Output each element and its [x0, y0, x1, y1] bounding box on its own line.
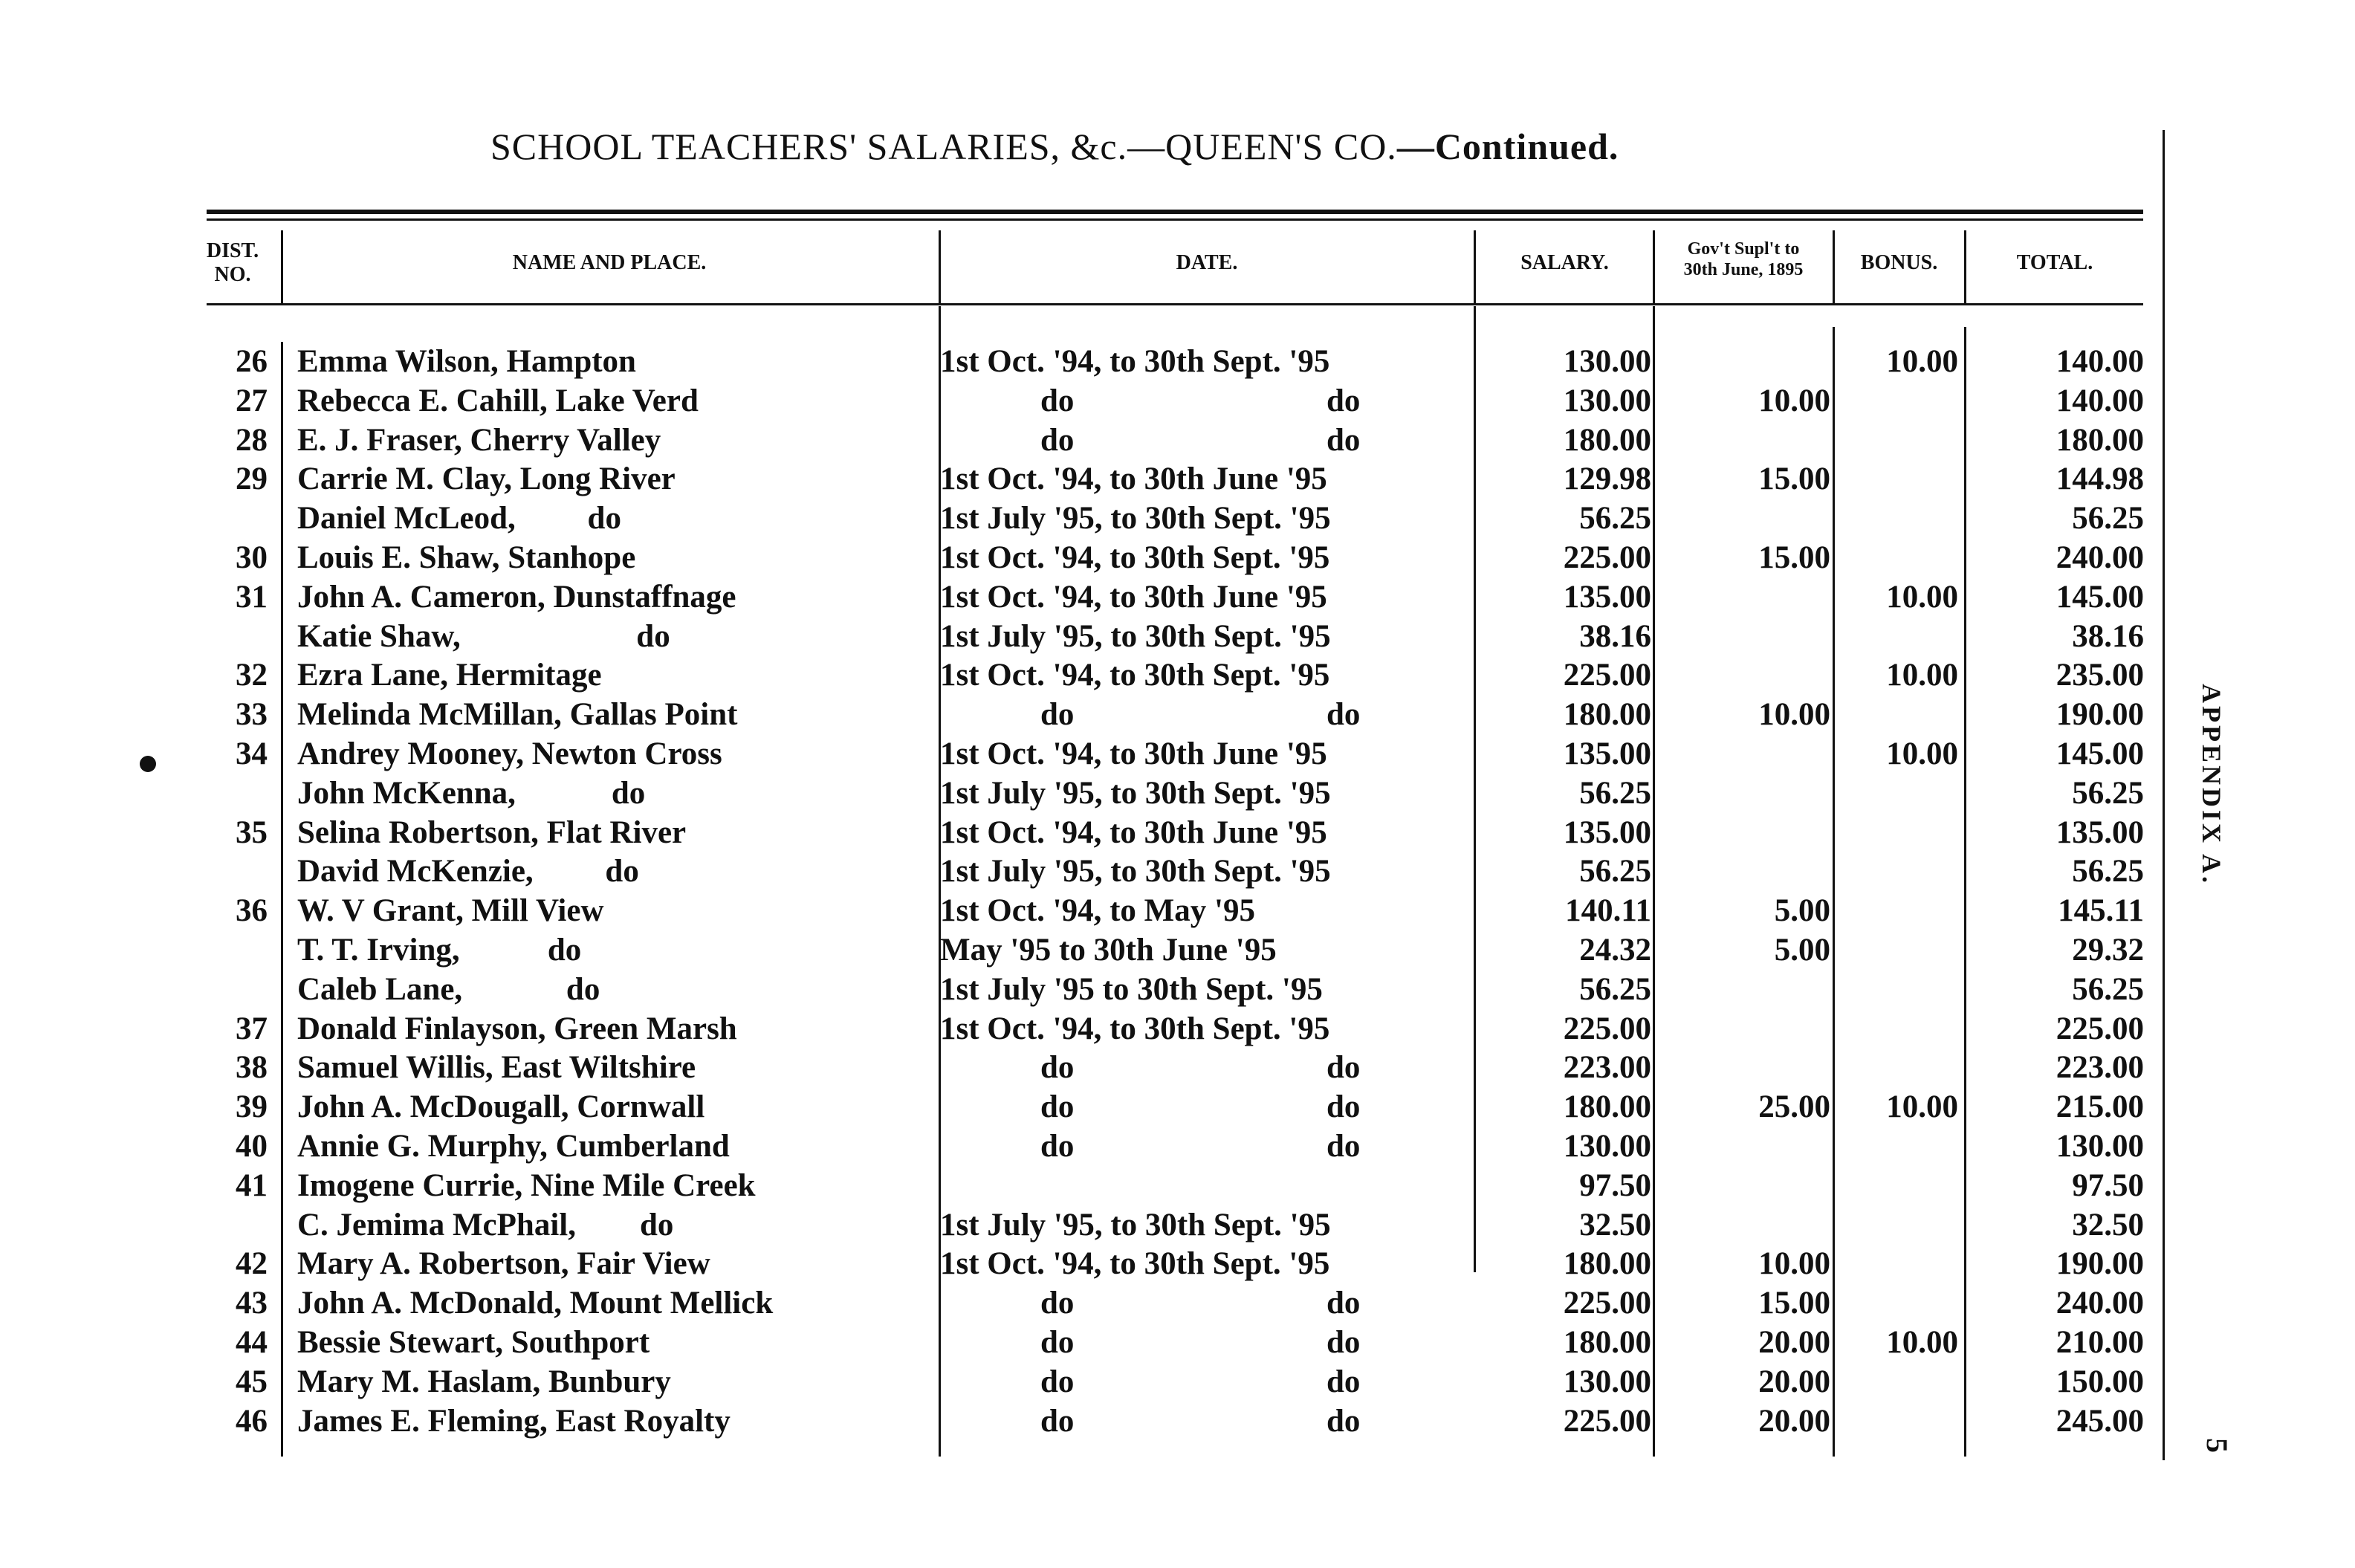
date-cell — [940, 1402, 1471, 1441]
dist-no-cell: 27 — [236, 383, 268, 418]
salary-cell: 135.00 — [1563, 579, 1651, 615]
salary-cell: 180.00 — [1563, 697, 1651, 733]
date-cell: 1st Oct. '94, to 30th Sept. '95 — [940, 658, 1330, 693]
total-cell: 29.32 — [2072, 933, 2144, 968]
total-cell: 235.00 — [2056, 658, 2144, 693]
total-cell: 245.00 — [2056, 1403, 2144, 1439]
table-row — [0, 1087, 2355, 1127]
dist-no-cell: 39 — [236, 1089, 268, 1125]
header-divider-3 — [1474, 230, 1476, 303]
date-cell: 1st Oct. '94, to 30th Sept. '95 — [940, 1011, 1330, 1046]
dist-no-cell — [193, 1205, 268, 1245]
bonus-cell — [1839, 1205, 1958, 1245]
header-gov-line1: Gov't Supl't to — [1687, 239, 1800, 259]
total-cell: 56.25 — [2072, 775, 2144, 811]
table-row — [0, 1048, 2355, 1087]
gov-supplement-cell — [1661, 852, 1830, 891]
gov-supplement-cell — [1661, 499, 1830, 538]
date-ditto-from: do — [1040, 1129, 1075, 1164]
dist-no-cell — [193, 852, 268, 891]
table-row — [0, 538, 2355, 577]
date-cell: 1st Oct. '94, to 30th June '95 — [940, 579, 1327, 615]
bonus-cell — [1839, 1283, 1958, 1323]
table-row — [0, 734, 2355, 774]
gov-supplement-cell — [1661, 1009, 1830, 1049]
header-divider-5 — [1833, 230, 1835, 303]
bonus-cell — [1839, 774, 1958, 813]
table-row — [0, 342, 2355, 381]
dist-no-cell: 32 — [236, 658, 268, 693]
table-row — [0, 1244, 2355, 1283]
name-place-cell: Mary M. Haslam, Bunbury — [297, 1364, 671, 1399]
bonus-cell — [1839, 538, 1958, 577]
date-ditto-from: do — [1040, 422, 1075, 458]
salary-cell: 56.25 — [1579, 501, 1651, 537]
table-row — [0, 1283, 2355, 1323]
date-ditto-to: do — [1326, 1286, 1361, 1321]
date-cell — [940, 381, 1471, 421]
table-row — [0, 813, 2355, 852]
date-cell — [940, 1323, 1471, 1362]
total-cell: 38.16 — [2072, 618, 2144, 654]
gov-supplement-cell: 20.00 — [1758, 1403, 1830, 1439]
date-ditto-from: do — [1040, 1403, 1075, 1439]
date-cell — [940, 1283, 1471, 1323]
header-gov-supl — [1654, 239, 1833, 280]
header-rule — [207, 303, 2143, 305]
bonus-cell — [1839, 970, 1958, 1009]
table-row — [0, 695, 2355, 734]
bonus-cell — [1839, 813, 1958, 852]
date-cell: 1st July '95, to 30th Sept. '95 — [940, 1207, 1331, 1243]
dist-no-cell — [193, 499, 268, 538]
salary-cell: 129.98 — [1563, 461, 1651, 497]
salary-cell: 140.11 — [1565, 893, 1651, 929]
dist-no-cell: 36 — [236, 893, 268, 929]
dist-no-cell: 38 — [236, 1050, 268, 1086]
bonus-cell — [1839, 459, 1958, 499]
salary-cell: 56.25 — [1579, 854, 1651, 890]
name-place-cell: Emma Wilson, Hampton — [297, 344, 636, 379]
margin-dot — [140, 756, 156, 772]
bonus-cell: 10.00 — [1886, 658, 1958, 693]
bonus-cell — [1839, 1166, 1958, 1205]
total-cell: 144.98 — [2056, 461, 2144, 497]
salary-cell: 56.25 — [1579, 971, 1651, 1007]
dist-no-cell: 35 — [236, 814, 268, 850]
name-place-cell: Caleb Lane, do — [297, 971, 600, 1007]
date-cell — [940, 1362, 1471, 1402]
salary-cell: 180.00 — [1563, 1246, 1651, 1282]
date-cell: 1st Oct. '94, to May '95 — [940, 893, 1255, 929]
name-place-cell: Donald Finlayson, Green Marsh — [297, 1011, 737, 1046]
bonus-cell — [1839, 1362, 1958, 1402]
gov-supplement-cell: 15.00 — [1758, 540, 1830, 575]
gov-supplement-cell: 15.00 — [1758, 461, 1830, 497]
total-cell: 240.00 — [2056, 540, 2144, 575]
table-row — [0, 852, 2355, 891]
date-ditto-to: do — [1326, 1129, 1361, 1164]
total-cell: 32.50 — [2072, 1207, 2144, 1243]
date-cell: 1st Oct. '94, to 30th Sept. '95 — [940, 1246, 1330, 1282]
table-row — [0, 421, 2355, 460]
bonus-cell: 10.00 — [1886, 1325, 1958, 1360]
date-ditto-from: do — [1040, 1089, 1075, 1125]
table-row — [0, 970, 2355, 1009]
name-place-cell: C. Jemima McPhail, do — [297, 1207, 674, 1243]
dist-no-cell: 29 — [236, 461, 268, 497]
dist-no-cell: 44 — [236, 1325, 268, 1360]
gov-supplement-cell: 5.00 — [1774, 893, 1830, 929]
gov-supplement-cell — [1661, 577, 1830, 617]
date-ditto-to: do — [1326, 1089, 1361, 1125]
table-row — [0, 930, 2355, 970]
table-row — [0, 577, 2355, 617]
total-cell: 223.00 — [2056, 1050, 2144, 1086]
name-place-cell: Mary A. Robertson, Fair View — [297, 1246, 710, 1282]
date-ditto-to: do — [1326, 1403, 1361, 1439]
header-dist — [192, 239, 273, 287]
total-cell: 56.25 — [2072, 501, 2144, 537]
header-salary: SALARY. — [1520, 251, 1609, 274]
salary-cell: 225.00 — [1563, 1011, 1651, 1046]
bonus-cell: 10.00 — [1886, 579, 1958, 615]
name-place-cell: John A. McDougall, Cornwall — [297, 1089, 705, 1125]
date-cell: 1st July '95, to 30th Sept. '95 — [940, 501, 1331, 537]
total-cell: 145.00 — [2056, 579, 2144, 615]
salary-cell: 225.00 — [1563, 1403, 1651, 1439]
gov-supplement-cell: 5.00 — [1774, 933, 1830, 968]
salary-cell: 180.00 — [1563, 422, 1651, 458]
header-name: NAME AND PLACE. — [512, 251, 707, 274]
bonus-cell — [1839, 1127, 1958, 1166]
header-divider-4 — [1653, 230, 1655, 303]
dist-no-cell: 30 — [236, 540, 268, 575]
total-cell: 225.00 — [2056, 1011, 2144, 1046]
gov-supplement-cell — [1661, 970, 1830, 1009]
name-place-cell: Annie G. Murphy, Cumberland — [297, 1129, 730, 1164]
name-place-cell: Daniel McLeod, do — [297, 501, 621, 537]
gov-supplement-cell — [1661, 1166, 1830, 1205]
gov-supplement-cell — [1661, 421, 1830, 460]
name-place-cell: John McKenna, do — [297, 775, 646, 811]
header-divider-6 — [1964, 230, 1966, 303]
name-place-cell: Samuel Willis, East Wiltshire — [297, 1050, 696, 1086]
date-cell — [940, 1166, 1471, 1205]
header-total: TOTAL. — [2016, 251, 2093, 274]
date-cell: 1st Oct. '94, to 30th Sept. '95 — [940, 540, 1330, 575]
header-dist-line1: DIST. — [206, 239, 259, 262]
table-row — [0, 1166, 2355, 1205]
bonus-cell: 10.00 — [1886, 1089, 1958, 1125]
gov-supplement-cell: 15.00 — [1758, 1286, 1830, 1321]
total-cell: 140.00 — [2056, 344, 2144, 379]
salary-cell: 225.00 — [1563, 540, 1651, 575]
bonus-cell — [1839, 695, 1958, 734]
date-ditto-to: do — [1326, 422, 1361, 458]
dist-no-cell — [193, 930, 268, 970]
name-place-cell: John A. McDonald, Mount Mellick — [297, 1286, 774, 1321]
name-place-cell: E. J. Fraser, Cherry Valley — [297, 422, 661, 458]
gov-supplement-cell — [1661, 617, 1830, 656]
date-ditto-to: do — [1326, 697, 1361, 733]
table-row — [0, 617, 2355, 656]
dist-no-cell: 28 — [236, 422, 268, 458]
date-cell — [940, 1127, 1471, 1166]
total-cell: 180.00 — [2056, 422, 2144, 458]
table-row — [0, 1323, 2355, 1362]
date-cell — [940, 421, 1471, 460]
total-cell: 97.50 — [2072, 1167, 2144, 1203]
appendix-label: APPENDIX A. — [2197, 684, 2226, 887]
name-place-cell: Bessie Stewart, Southport — [297, 1325, 650, 1360]
total-cell: 135.00 — [2056, 814, 2144, 850]
table-row — [0, 1127, 2355, 1166]
gov-supplement-cell: 10.00 — [1758, 1246, 1830, 1282]
salary-cell: 135.00 — [1563, 736, 1651, 771]
date-ditto-from: do — [1040, 1286, 1075, 1321]
name-place-cell: T. T. Irving, do — [297, 933, 582, 968]
dist-no-cell: 42 — [236, 1246, 268, 1282]
table-row — [0, 1205, 2355, 1245]
date-ditto-from: do — [1040, 1325, 1075, 1360]
gov-supplement-cell — [1661, 1205, 1830, 1245]
bonus-cell — [1839, 930, 1958, 970]
name-place-cell: Rebecca E. Cahill, Lake Verd — [297, 383, 699, 418]
table-row — [0, 1362, 2355, 1402]
dist-no-cell: 41 — [236, 1167, 268, 1203]
total-cell: 130.00 — [2056, 1129, 2144, 1164]
total-cell: 56.25 — [2072, 854, 2144, 890]
date-cell: 1st Oct. '94, to 30th June '95 — [940, 814, 1327, 850]
dist-no-cell — [193, 774, 268, 813]
dist-no-cell: 43 — [236, 1286, 268, 1321]
gov-supplement-cell — [1661, 813, 1830, 852]
date-ditto-to: do — [1326, 383, 1361, 418]
name-place-cell: David McKenzie, do — [297, 854, 639, 890]
salary-cell: 130.00 — [1563, 1364, 1651, 1399]
salary-cell: 56.25 — [1579, 775, 1651, 811]
header-divider-1 — [281, 230, 283, 303]
dist-no-cell: 45 — [236, 1364, 268, 1399]
title-continued: —Continued. — [1396, 126, 1619, 167]
date-cell: 1st July '95, to 30th Sept. '95 — [940, 775, 1331, 811]
gov-supplement-cell: 20.00 — [1758, 1364, 1830, 1399]
salary-cell: 32.50 — [1579, 1207, 1651, 1243]
name-place-cell: Selina Robertson, Flat River — [297, 814, 687, 850]
salary-cell: 180.00 — [1563, 1325, 1651, 1360]
name-place-cell: Louis E. Shaw, Stanhope — [297, 540, 636, 575]
salary-cell: 135.00 — [1563, 814, 1651, 850]
page-title — [490, 125, 1619, 168]
dist-no-cell — [193, 970, 268, 1009]
dist-no-cell: 34 — [236, 736, 268, 771]
bonus-cell — [1839, 891, 1958, 930]
name-place-cell: Ezra Lane, Hermitage — [297, 658, 602, 693]
date-cell: 1st July '95, to 30th Sept. '95 — [940, 618, 1331, 654]
salary-cell: 130.00 — [1563, 1129, 1651, 1164]
total-cell: 145.11 — [2058, 893, 2144, 929]
table-row — [0, 459, 2355, 499]
total-cell: 190.00 — [2056, 697, 2144, 733]
date-cell: 1st Oct. '94, to 30th June '95 — [940, 736, 1327, 771]
table-row — [0, 774, 2355, 813]
gov-supplement-cell — [1661, 1048, 1830, 1087]
name-place-cell: Melinda McMillan, Gallas Point — [297, 697, 738, 733]
top-rule-thick — [207, 210, 2143, 214]
header-bonus: BONUS. — [1860, 251, 1938, 274]
dist-no-cell: 37 — [236, 1011, 268, 1046]
gov-supplement-cell — [1661, 774, 1830, 813]
salary-cell: 225.00 — [1563, 1286, 1651, 1321]
table-row — [0, 499, 2355, 538]
page-number: 5 — [2200, 1438, 2234, 1453]
dist-no-cell: 33 — [236, 697, 268, 733]
gov-supplement-cell: 10.00 — [1758, 383, 1830, 418]
date-ditto-to: do — [1326, 1325, 1361, 1360]
date-cell: 1st July '95, to 30th Sept. '95 — [940, 854, 1331, 890]
date-ditto-from: do — [1040, 1050, 1075, 1086]
date-ditto-from: do — [1040, 697, 1075, 733]
table-row — [0, 1402, 2355, 1441]
name-place-cell: Katie Shaw, do — [297, 618, 670, 654]
name-place-cell: Carrie M. Clay, Long River — [297, 461, 676, 497]
gov-supplement-cell — [1661, 655, 1830, 695]
bonus-cell — [1839, 1402, 1958, 1441]
date-cell — [940, 695, 1471, 734]
name-place-cell: Imogene Currie, Nine Mile Creek — [297, 1167, 756, 1203]
salary-cell: 130.00 — [1563, 344, 1651, 379]
total-cell: 150.00 — [2056, 1364, 2144, 1399]
bonus-cell — [1839, 1048, 1958, 1087]
date-cell — [940, 1087, 1471, 1127]
name-place-cell: John A. Cameron, Dunstaffnage — [297, 579, 736, 615]
total-cell: 145.00 — [2056, 736, 2144, 771]
salary-cell: 180.00 — [1563, 1089, 1651, 1125]
bonus-cell — [1839, 499, 1958, 538]
header-gov-line2: 30th June, 1895 — [1683, 259, 1804, 279]
date-cell: 1st Oct. '94, to 30th Sept. '95 — [940, 344, 1330, 379]
date-ditto-to: do — [1326, 1364, 1361, 1399]
header-divider-2 — [939, 230, 941, 303]
bonus-cell: 10.00 — [1886, 736, 1958, 771]
gov-supplement-cell: 25.00 — [1758, 1089, 1830, 1125]
gov-supplement-cell: 10.00 — [1758, 697, 1830, 733]
bonus-cell — [1839, 1244, 1958, 1283]
dist-no-cell — [193, 617, 268, 656]
salary-cell: 130.00 — [1563, 383, 1651, 418]
salary-cell: 38.16 — [1579, 618, 1651, 654]
total-cell: 190.00 — [2056, 1246, 2144, 1282]
date-ditto-from: do — [1040, 1364, 1075, 1399]
salary-cell: 225.00 — [1563, 658, 1651, 693]
salary-cell: 24.32 — [1579, 933, 1651, 968]
bonus-cell — [1839, 381, 1958, 421]
dist-no-cell: 46 — [236, 1403, 268, 1439]
bonus-cell — [1839, 852, 1958, 891]
table-row — [0, 381, 2355, 421]
bonus-cell: 10.00 — [1886, 344, 1958, 379]
bonus-cell — [1839, 1009, 1958, 1049]
date-cell: 1st July '95 to 30th Sept. '95 — [940, 971, 1323, 1007]
date-cell — [940, 1048, 1471, 1087]
title-main: SCHOOL TEACHERS' SALARIES, &c.—QUEEN'S CO. — [490, 126, 1397, 167]
table-row — [0, 655, 2355, 695]
total-cell: 140.00 — [2056, 383, 2144, 418]
top-rule-thin — [207, 218, 2143, 221]
date-cell: 1st Oct. '94, to 30th June '95 — [940, 461, 1327, 497]
total-cell: 210.00 — [2056, 1325, 2144, 1360]
dist-no-cell: 40 — [236, 1129, 268, 1164]
date-ditto-from: do — [1040, 383, 1075, 418]
salary-cell: 97.50 — [1579, 1167, 1651, 1203]
bonus-cell — [1839, 421, 1958, 460]
gov-supplement-cell — [1661, 734, 1830, 774]
name-place-cell: James E. Fleming, East Royalty — [297, 1403, 731, 1439]
header-dist-line2: NO. — [214, 263, 251, 287]
table-row — [0, 1009, 2355, 1049]
salary-cell: 223.00 — [1563, 1050, 1651, 1086]
gov-supplement-cell — [1661, 1127, 1830, 1166]
table-row — [0, 891, 2355, 930]
header-date: DATE. — [1176, 251, 1238, 274]
total-cell: 215.00 — [2056, 1089, 2144, 1125]
dist-no-cell: 26 — [236, 344, 268, 379]
gov-supplement-cell: 20.00 — [1758, 1325, 1830, 1360]
name-place-cell: W. V Grant, Mill View — [297, 893, 604, 929]
bonus-cell — [1839, 617, 1958, 656]
total-cell: 56.25 — [2072, 971, 2144, 1007]
date-cell: May '95 to 30th June '95 — [940, 933, 1277, 968]
dist-no-cell: 31 — [236, 579, 268, 615]
date-ditto-to: do — [1326, 1050, 1361, 1086]
name-place-cell: Andrey Mooney, Newton Cross — [297, 736, 722, 771]
total-cell: 240.00 — [2056, 1286, 2144, 1321]
gov-supplement-cell — [1661, 342, 1830, 381]
